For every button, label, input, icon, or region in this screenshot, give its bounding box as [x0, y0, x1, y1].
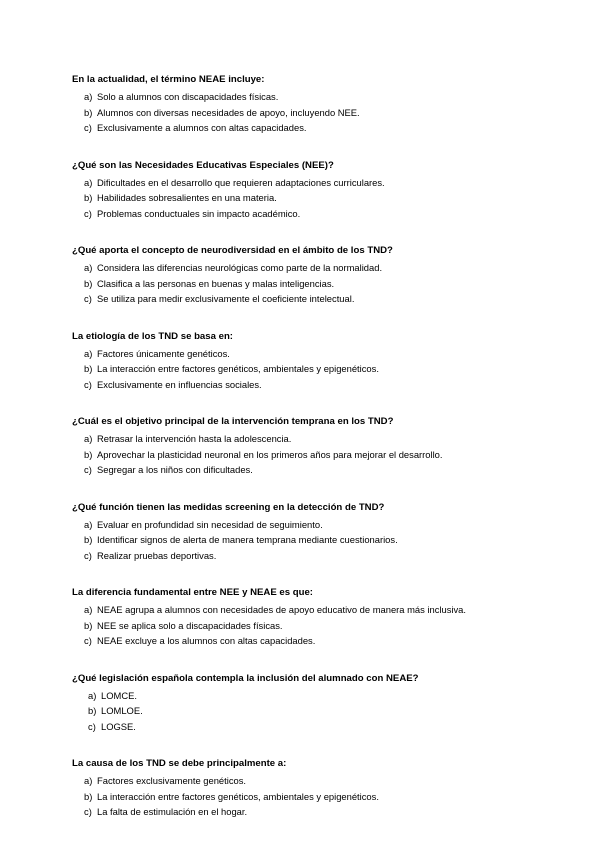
option-c — [72, 291, 542, 307]
quiz-content — [72, 73, 542, 843]
option-letter: b) — [84, 534, 93, 545]
question-block — [72, 159, 542, 222]
question-text: La etiología de los TND se basa en: — [72, 330, 233, 342]
option-letter: a) — [84, 347, 93, 359]
option-letter: a) — [84, 91, 93, 102]
option-letter: a) — [84, 604, 93, 615]
option-letter: a) — [88, 689, 97, 701]
option-list — [72, 346, 542, 393]
question-block — [72, 672, 542, 735]
option-c — [72, 462, 542, 478]
option-c — [72, 548, 542, 564]
option-a — [72, 346, 542, 362]
option-letter: c) — [84, 806, 92, 817]
option-list — [72, 688, 542, 735]
option-text: La interacción entre factores genéticos, ambientales y epigenéticos. — [97, 790, 379, 802]
option-text: Habilidades sobresalientes en una materia. — [97, 192, 277, 203]
option-a — [72, 602, 542, 618]
question-text: La causa de los TND se debe principalmente a: — [72, 758, 287, 769]
option-text: Factores exclusivamente genéticos. — [97, 775, 247, 786]
option-letter: c) — [84, 549, 92, 561]
option-letter: a) — [84, 176, 93, 188]
option-text: LOGSE. — [101, 720, 136, 732]
option-a — [72, 89, 542, 105]
option-text: Retrasar la intervención hasta la adolescencia. — [97, 433, 292, 444]
option-a — [72, 517, 542, 533]
option-letter: b) — [88, 705, 97, 716]
option-letter: c) — [84, 207, 92, 219]
question-block — [72, 501, 542, 564]
option-text: Solo a alumnos con discapacidades físicas. — [97, 91, 279, 102]
option-text: LOMCE. — [101, 689, 137, 701]
option-text: Aprovechar la plasticidad neuronal en los primeros años para mejorar el desarrollo. — [97, 448, 443, 460]
option-letter: c) — [84, 464, 92, 475]
question-text: ¿Qué legislación española contempla la inclusión del alumnado con NEAE? — [72, 672, 419, 684]
option-text: Dificultades en el desarrollo que requieren adaptaciones curriculares. — [97, 176, 385, 188]
option-text: Clasifica a las personas en buenas y malas inteligencias. — [97, 277, 335, 289]
question-text: La diferencia fundamental entre NEE y NEAE es que: — [72, 587, 313, 598]
option-letter: b) — [84, 106, 93, 118]
option-list — [72, 517, 542, 564]
option-letter: c) — [88, 720, 96, 732]
option-b — [72, 190, 542, 206]
option-letter: a) — [84, 262, 93, 273]
option-c — [72, 206, 542, 222]
option-text: Alumnos con diversas necesidades de apoyo, incluyendo NEE. — [97, 106, 360, 118]
option-list — [72, 602, 542, 649]
option-text: Factores únicamente genéticos. — [97, 347, 230, 359]
option-a — [72, 688, 542, 704]
option-text: Realizar pruebas deportivas. — [97, 549, 217, 561]
option-letter: c) — [84, 635, 92, 646]
option-letter: b) — [84, 277, 93, 289]
option-letter: b) — [84, 619, 93, 631]
question-text: ¿Cuál es el objetivo principal de la intervención temprana en los TND? — [72, 416, 394, 427]
option-letter: c) — [84, 293, 92, 304]
option-b — [72, 703, 542, 719]
option-letter: b) — [84, 192, 93, 203]
option-text: NEE se aplica solo a discapacidades físicas. — [97, 619, 283, 631]
option-list — [72, 431, 542, 478]
option-c — [72, 377, 542, 393]
question-block — [72, 586, 542, 649]
question-text: ¿Qué aporta el concepto de neurodiversidad en el ámbito de los TND? — [72, 245, 393, 256]
option-text: Identificar signos de alerta de manera temprana mediante cuestionarios. — [97, 534, 398, 545]
question-text: ¿Qué son las Necesidades Educativas Especiales (NEE)? — [72, 159, 334, 171]
option-a — [72, 773, 542, 789]
question-block — [72, 73, 542, 136]
option-text: LOMLOE. — [101, 705, 143, 716]
option-text: Se utiliza para medir exclusivamente el coeficiente intelectual. — [97, 293, 355, 304]
option-text: Considera las diferencias neurológicas como parte de la normalidad. — [97, 262, 383, 273]
option-b — [72, 276, 542, 292]
option-c — [72, 633, 542, 649]
option-a — [72, 431, 542, 447]
option-text: Exclusivamente a alumnos con altas capacidades. — [97, 122, 307, 133]
option-text: Segregar a los niños con dificultades. — [97, 464, 253, 475]
option-letter: c) — [84, 122, 92, 133]
question-block — [72, 415, 542, 478]
option-letter: c) — [84, 378, 92, 390]
question-block — [72, 757, 542, 820]
option-a — [72, 175, 542, 191]
option-letter: b) — [84, 448, 93, 460]
option-text: Exclusivamente en influencias sociales. — [97, 378, 262, 390]
option-letter: a) — [84, 433, 93, 444]
option-b — [72, 447, 542, 463]
question-block — [72, 244, 542, 307]
option-text: La interacción entre factores genéticos, ambientales y epigenéticos. — [97, 363, 379, 374]
option-text: NEAE agrupa a alumnos con necesidades de apoyo educativo de manera más inclusiva. — [97, 604, 466, 615]
option-text: NEAE excluye a los alumnos con altas capacidades. — [97, 635, 316, 646]
option-letter: a) — [84, 518, 93, 530]
option-list — [72, 773, 542, 820]
option-c — [72, 719, 542, 735]
option-text: Problemas conductuales sin impacto académico. — [97, 207, 301, 219]
option-text: La falta de estimulación en el hogar. — [97, 806, 248, 817]
option-a — [72, 260, 542, 276]
option-list — [72, 89, 542, 136]
option-letter: b) — [84, 363, 93, 374]
option-c — [72, 120, 542, 136]
question-block — [72, 330, 542, 393]
option-b — [72, 361, 542, 377]
question-text: ¿Qué función tienen las medidas screening en la detección de TND? — [72, 501, 385, 513]
option-b — [72, 532, 542, 548]
option-list — [72, 260, 542, 307]
option-b — [72, 105, 542, 121]
option-letter: b) — [84, 790, 93, 802]
option-b — [72, 618, 542, 634]
option-b — [72, 789, 542, 805]
question-text: En la actualidad, el término NEAE incluye: — [72, 74, 265, 85]
option-list — [72, 175, 542, 222]
option-c — [72, 804, 542, 820]
option-text: Evaluar en profundidad sin necesidad de seguimiento. — [97, 518, 323, 530]
option-letter: a) — [84, 775, 93, 786]
